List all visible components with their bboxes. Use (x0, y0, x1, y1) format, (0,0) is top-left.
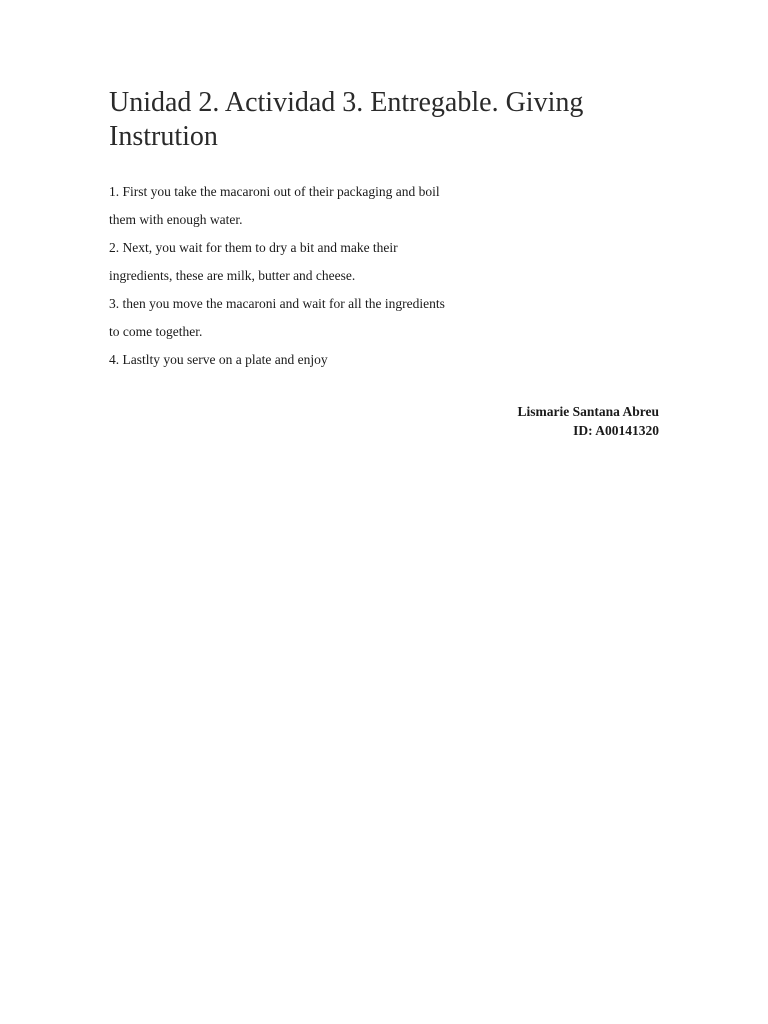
body-line: 2. Next, you wait for them to dry a bit and make their (109, 240, 398, 255)
body-line: 4. Lastlty you serve on a plate and enjoy (109, 352, 328, 367)
page-title (109, 86, 669, 154)
title-line-1: Unidad 2. Actividad 3. Entregable. Giving (109, 87, 584, 118)
body-line: to come together. (109, 324, 203, 339)
instructions-body (109, 178, 529, 374)
student-id: ID: A00141320 (573, 423, 659, 438)
body-line: ingredients, these are milk, butter and cheese. (109, 268, 356, 283)
author-name: Lismarie Santana Abreu (517, 404, 659, 419)
body-line: them with enough water. (109, 212, 243, 227)
signature-block (517, 402, 659, 440)
body-line: 1. First you take the macaroni out of their packaging and boil (109, 184, 440, 199)
title-line-2: Instrution (109, 121, 218, 152)
body-line: 3. then you move the macaroni and wait for all the ingredients (109, 296, 445, 311)
